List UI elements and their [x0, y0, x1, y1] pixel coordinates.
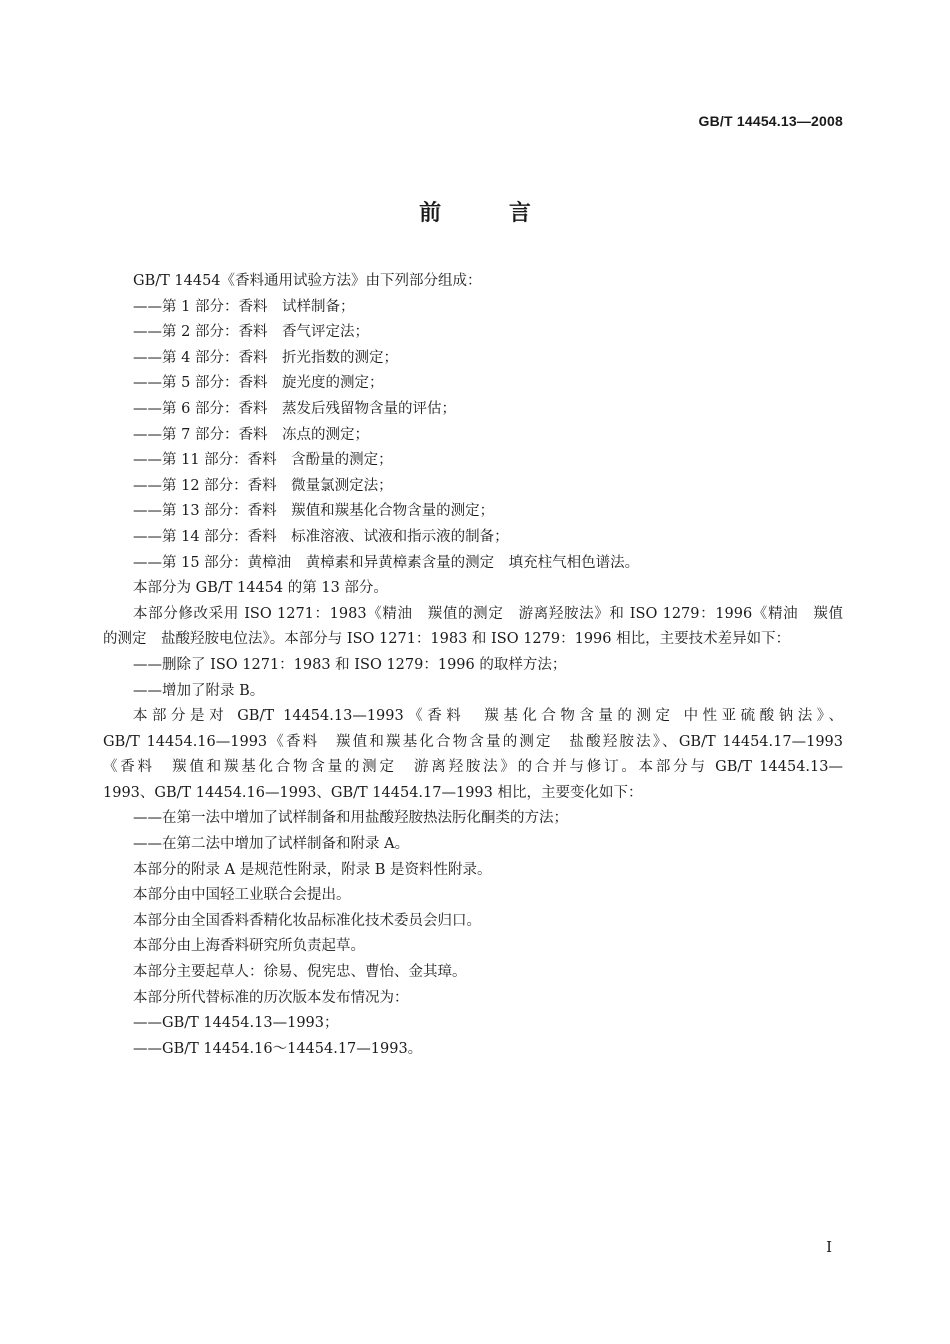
merge-paragraph-line: 1993、GB/T 14454.16—1993、GB/T 14454.17—1993 相比，主要变化如下：	[103, 784, 643, 801]
centralized-paragraph: 本部分由全国香料香精化妆品标准化技术委员会归口。	[133, 912, 481, 929]
merge-paragraph-line: 本部分是对 GB/T 14454.13—1993《香料 羰基化合物含量的测定 中性亚硫酸钠法》、	[133, 708, 843, 725]
merge-paragraph-line: 《香料 羰值和羰基化合物含量的测定 游离羟胺法》的合并与修订。本部分与 GB/T 14454.13—	[103, 759, 843, 776]
part-list-item: ——第 1 部分：香料 试样制备；	[133, 298, 355, 315]
iso-difference-item: ——删除了 ISO 1271：1983 和 ISO 1279：1996 的取样方法；	[133, 656, 567, 673]
merge-paragraph-line: GB/T 14454.16—1993《香料 羰值和羰基化合物含量的测定 盐酸羟胺法》、GB/T 14454.17—1993	[103, 733, 843, 750]
part-list-item: ——第 15 部分：黄樟油 黄樟素和异黄樟素含量的测定 填充柱气相色谱法。	[133, 554, 640, 571]
drafted-paragraph: 本部分由上海香料研究所负责起草。	[133, 938, 365, 955]
page-title: 前 言	[419, 201, 561, 226]
part-list-item: ——第 2 部分：香料 香气评定法；	[133, 324, 369, 341]
part-list-item: ——第 5 部分：香料 旋光度的测定；	[133, 375, 384, 392]
page-number: I	[826, 1238, 832, 1256]
history-intro-paragraph: 本部分所代替标准的历次版本发布情况为：	[133, 989, 409, 1006]
standard-code: GB/T 14454.13—2008	[698, 113, 843, 129]
foreword-body	[103, 269, 843, 1062]
this-part-paragraph: 本部分为 GB/T 14454 的第 13 部分。	[133, 580, 388, 597]
part-list-item: ——第 4 部分：香料 折光指数的测定；	[133, 349, 398, 366]
part-list-item: ——第 13 部分：香料 羰值和羰基化合物含量的测定；	[133, 503, 495, 520]
part-list-item: ——第 12 部分：香料 微量氯测定法；	[133, 477, 393, 494]
iso-difference-item: ——增加了附录 B。	[133, 682, 265, 699]
change-item: ——在第一法中增加了试样制备和用盐酸羟胺热法肟化酮类的方法；	[133, 810, 568, 827]
drafters-paragraph: 本部分主要起草人：徐易、倪宪忠、曹怡、金其璋。	[133, 964, 467, 981]
part-list-item: ——第 11 部分：香料 含酚量的测定；	[133, 452, 393, 469]
change-item: ——在第二法中增加了试样制备和附录 A。	[133, 836, 410, 853]
iso-paragraph-line: 本部分修改采用 ISO 1271：1983《精油 羰值的测定 游离羟胺法》和 ISO 1279：1996《精油 羰值	[133, 605, 843, 622]
part-list-item: ——第 6 部分：香料 蒸发后残留物含量的评估；	[133, 400, 456, 417]
annex-paragraph: 本部分的附录 A 是规范性附录，附录 B 是资料性附录。	[133, 861, 492, 878]
part-list-item: ——第 7 部分：香料 冻点的测定；	[133, 426, 369, 443]
part-list-item: ——第 14 部分：香料 标准溶液、试液和指示液的制备；	[133, 528, 509, 545]
proposed-paragraph: 本部分由中国轻工业联合会提出。	[133, 887, 351, 904]
intro-paragraph: GB/T 14454《香料通用试验方法》由下列部分组成：	[133, 273, 482, 289]
history-item: ——GB/T 14454.13—1993；	[133, 1015, 339, 1032]
iso-paragraph-line: 的测定 盐酸羟胺电位法》。本部分与 ISO 1271：1983 和 ISO 1279：1996 相比，主要技术差异如下：	[103, 631, 791, 648]
history-item: ——GB/T 14454.16～14454.17—1993。	[133, 1040, 423, 1057]
